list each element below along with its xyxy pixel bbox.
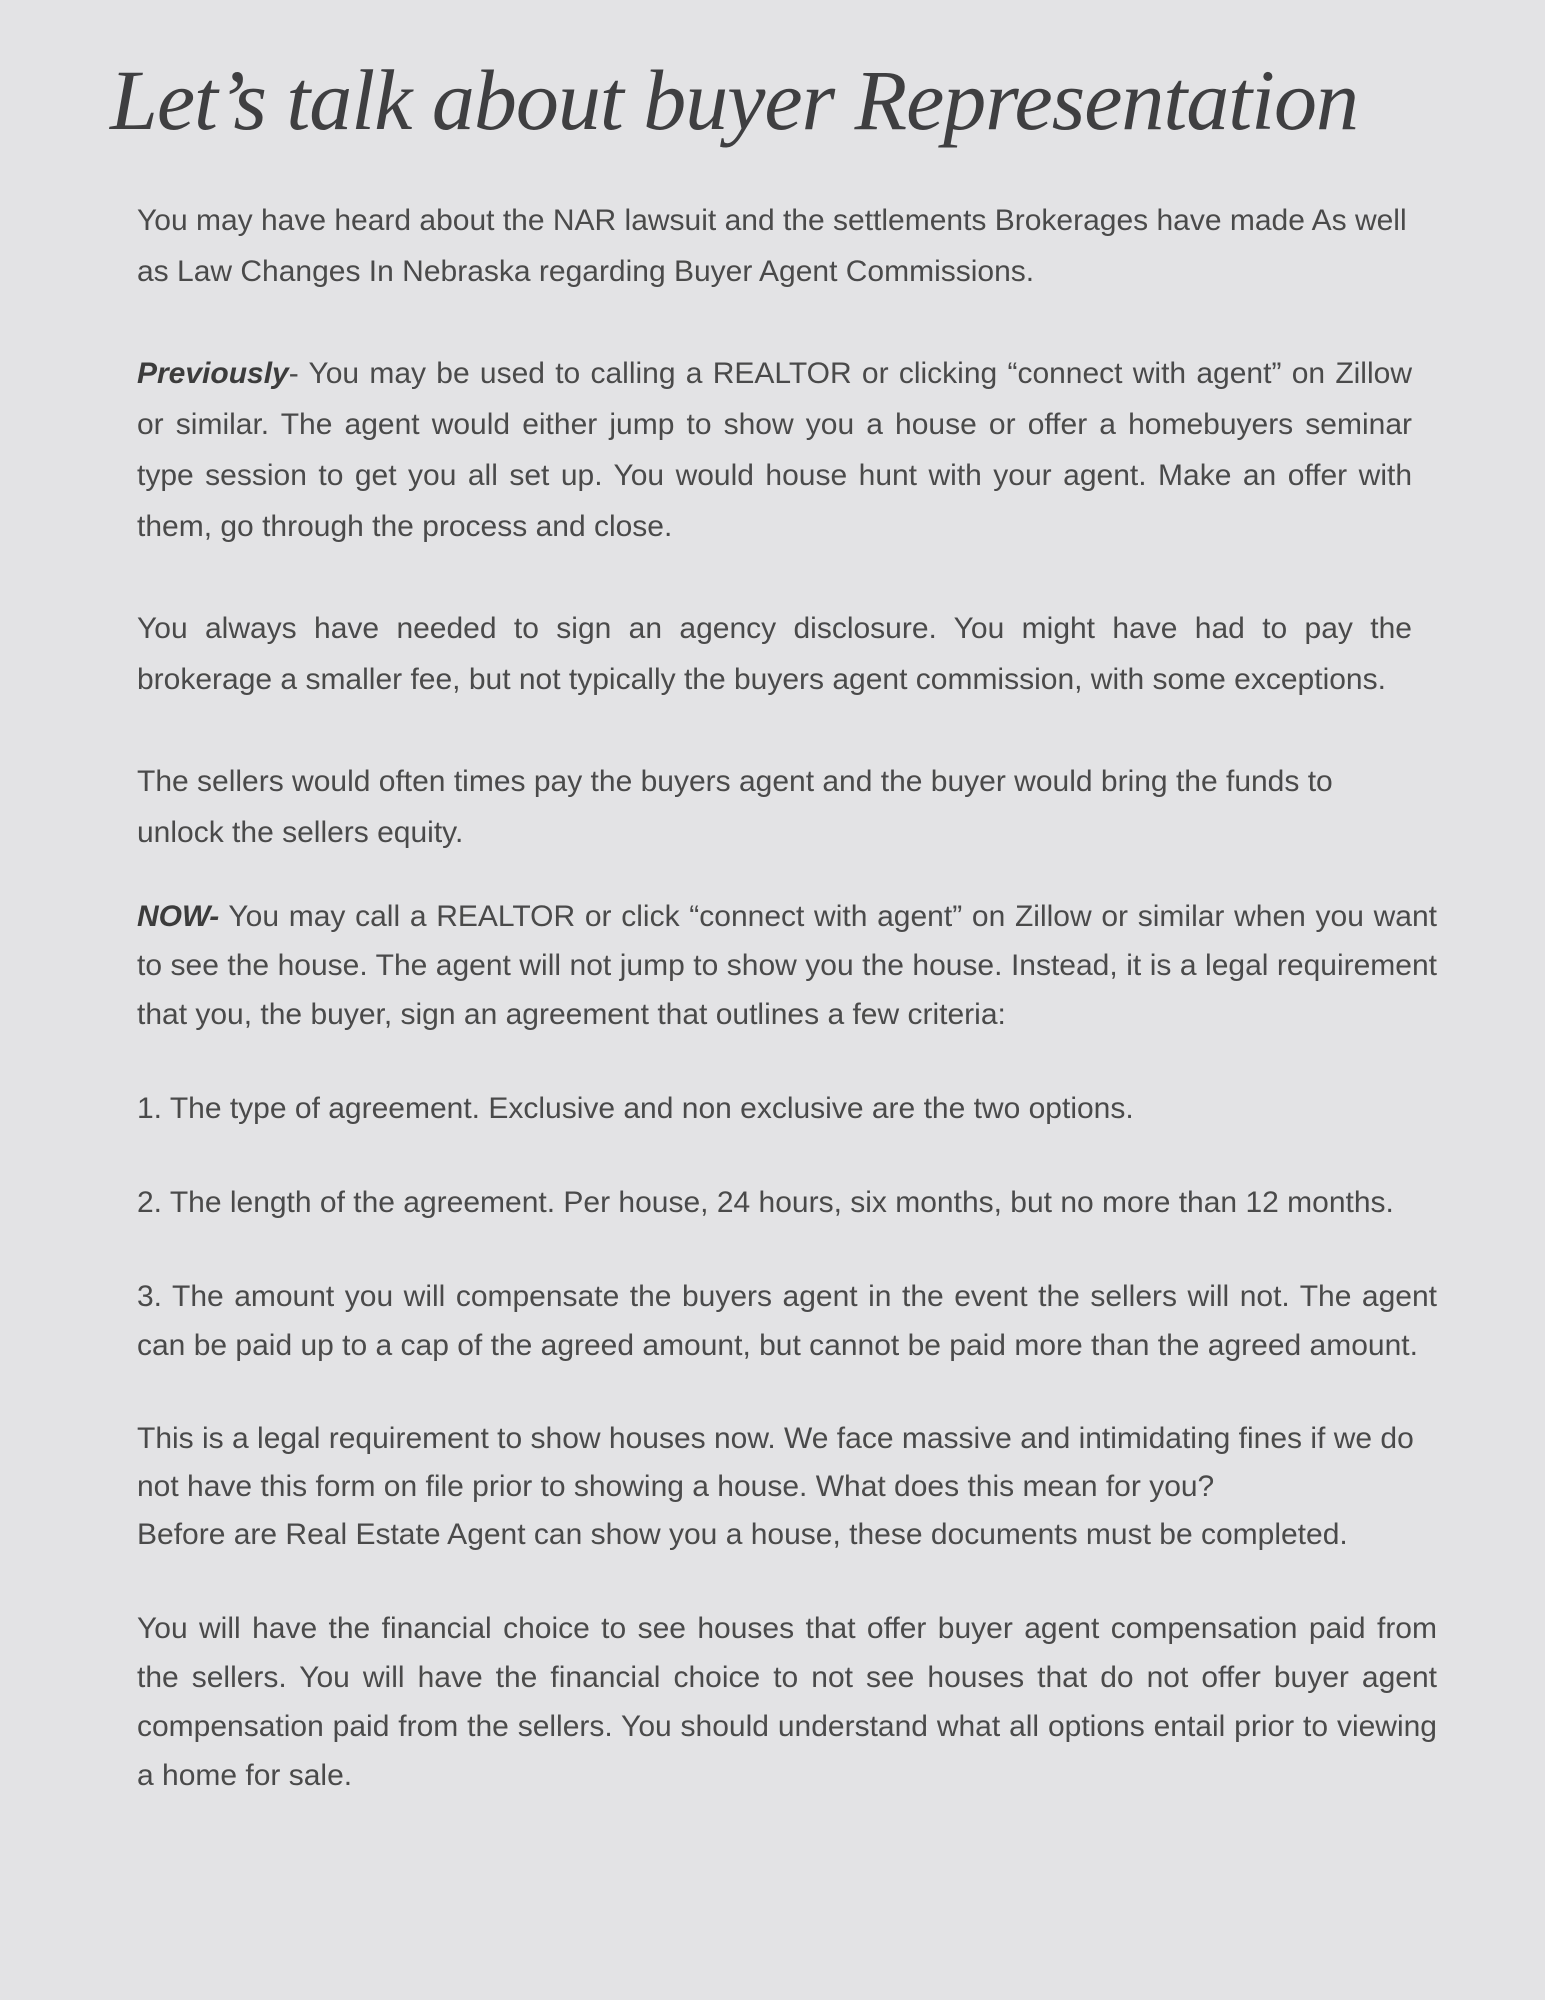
page-title: Let’s talk about buyer Representation	[110, 52, 1359, 148]
now-text: You may call a REALTOR or click “connect with agent” on Zillow or similar when you want to see the house. The agent will not jump to show you the house. Instead, it is a legal requirement that you, the buyer, sign an agreement that outlines a few criteria:	[137, 900, 1437, 1031]
intro-paragraph: You may have heard about the NAR lawsuit and the settlements Brokerages have made As well as Law Changes In Nebraska regarding Buyer Agent Commissions.	[137, 204, 1407, 288]
document-body	[137, 195, 1437, 1800]
legal-paragraph-1: This is a legal requirement to show houses now. We face massive and intimidating fines if we do not have this form on file prior to showing a house. What does this mean for you?	[137, 1422, 1414, 1503]
now-paragraph	[137, 892, 1437, 1039]
disclosure-paragraph: You always have needed to sign an agency disclosure. You might have had to pay the brokerage a smaller fee, but not typically the buyers agent commission, with some exceptions.	[137, 612, 1412, 696]
previously-text: - You may be used to calling a REALTOR or clicking “connect with agent” on Zillow or similar. The agent would either jump to show you a house or offer a homebuyers seminar type session to get you all set up. You would house hunt with your agent. Make an offer with them, go through the process and close.	[137, 357, 1412, 543]
now-lead: NOW-	[137, 900, 220, 933]
legal-paragraph-2: Before are Real Estate Agent can show you a house, these documents must be completed.	[137, 1518, 1348, 1551]
choice-paragraph: You will have the financial choice to see houses that offer buyer agent compensation paid from the sellers. You will have the financial choice to not see houses that do not offer buyer agent compensation paid from the sellers. You should understand what all options entail prior to viewing a home for sale.	[137, 1612, 1437, 1792]
previously-lead: Previously	[137, 357, 289, 390]
previously-paragraph	[137, 348, 1412, 552]
criteria-item-3: 3. The amount you will compensate the buyers agent in the event the sellers will not. The agent can be paid up to a cap of the agreed amount, but cannot be paid more than the agreed amount.	[137, 1280, 1437, 1362]
criteria-item-2: 2. The length of the agreement. Per house, 24 hours, six months, but no more than 12 months.	[137, 1186, 1394, 1219]
sellers-paragraph: The sellers would often times pay the buyers agent and the buyer would bring the funds to unlock the sellers equity.	[137, 765, 1333, 849]
criteria-item-1: 1. The type of agreement. Exclusive and non exclusive are the two options.	[137, 1092, 1134, 1125]
